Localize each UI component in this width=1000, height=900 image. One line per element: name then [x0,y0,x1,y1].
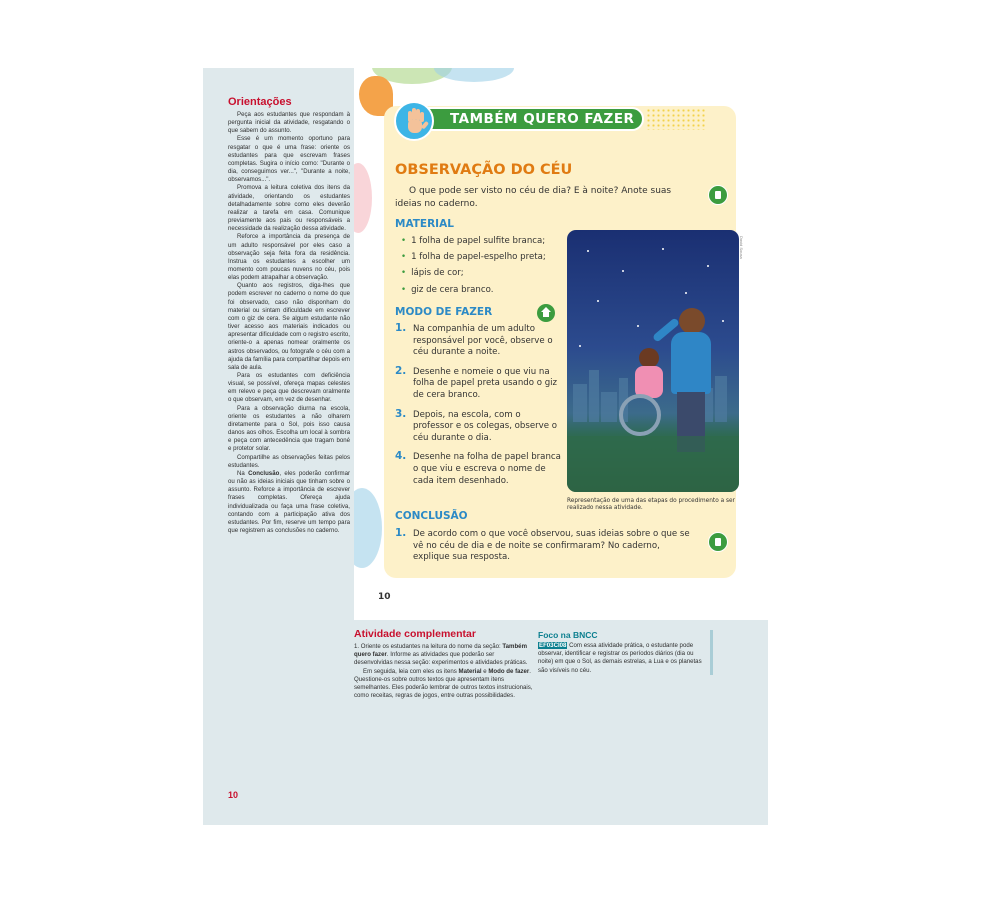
star [587,250,589,252]
atividade-text [354,643,534,700]
step-text: De acordo com o que você observou, suas ideias sobre o que se vê no céu de dia e de noite se confirmaram? No caderno, explique sua resposta. [413,529,690,563]
step-number: 3. [395,407,407,420]
step-number: 4. [395,450,407,463]
step-item [395,452,563,487]
material-item: • 1 folha de papel sulfite branca; [401,233,546,249]
orientacoes-title: Orientações [228,96,292,108]
orientacoes-paragraph: Promova a leitura coletiva dos itens da atividade, orientando os estudantes detalhadamente sobre como eles deverão realizar a tarefa em casa. Comunique previamente aos pais ou responsáveis a necessidade da realização dessa atividade. [228,184,350,233]
home-icon [537,304,555,322]
hand-palm [408,120,422,133]
grass [567,436,739,492]
girl-head [639,348,659,368]
material-item: • giz de cera branco. [401,282,546,298]
step-number: 2. [395,364,407,377]
star [637,325,639,327]
decor-dots [646,108,706,130]
orientacoes-paragraph: Peça aos estudantes que respondam à pergunta inicial da atividade, resgatando o que sabem do assunto. [228,111,350,135]
city-building [601,392,617,422]
teacher-page [203,68,768,825]
notebook-icon [708,532,728,552]
atividade-paragraph: 1. Oriente os estudantes na leitura do nome da seção: Também quero fazer. Informe as atividades que poderão ser desenvolvidas nessa seção: experimentos e atividades práticas. [354,643,528,667]
material-item: • lápis de cor; [401,265,546,281]
hand-icon [394,101,434,141]
section-banner [406,107,644,131]
step-text: Desenhe e nomeie o que viu na folha de papel preta usando o giz de cera branco. [413,366,558,400]
step-number: 1. [395,322,407,334]
star [662,248,664,250]
orientacoes-column [228,96,350,535]
material-item: • 1 folha de papel-espelho preta; [401,249,546,265]
decor-blob [354,488,382,568]
step-number: 1. [395,527,407,539]
notebook-icon [708,185,728,205]
foco-bncc-title: Foco na BNCC [538,630,598,640]
material-list [401,233,546,298]
section-banner-text: TAMBÉM QUERO FAZER [450,111,635,127]
orientacoes-paragraph: Para a observação diurna na escola, oriente os estudantes a não olharem diretamente para o Sol, pois isso causa danos aos olhos. Escolha um local à sombra e peça com antecedência que tragam boné e protetor solar. [228,404,350,453]
foco-bncc-text: EF03CI08 Com essa atividade prática, o estudante pode observar, identificar e registrar os períodos diários (dia ou noite) em que o Sol, as demais estrelas, a Lua e os planetas são visíveis no céu. [538,642,702,674]
decor-blob [434,68,514,82]
hand-finger [421,121,429,129]
orientacoes-paragraph: Compartilhe as observações feitas pelos estudantes. [228,453,350,469]
star [685,292,687,294]
material-heading: MATERIAL [395,218,454,230]
city-building [715,376,727,422]
star [597,300,599,302]
conclusao-heading: CONCLUSÃO [395,510,468,522]
orientacoes-paragraph: Reforce a importância da presença de um adulto responsável por eles caso a observação seja feita fora da residência. Instrua os estudantes a escolher um momento com poucas nuvens no céu, pois elas podem atrapalhar a observação. [228,233,350,282]
city-building [589,370,599,422]
man-head [679,308,705,334]
page-number: 10 [228,790,239,800]
illustration-caption: Representação de uma das etapas do procedimento a ser realizado nessa atividade. [567,498,735,512]
decor-blob [354,163,372,233]
student-page-number: 10 [378,592,391,602]
step-item [395,364,563,402]
step-text: Na companhia de um adulto responsável por você, observe o céu durante a noite. [413,324,553,358]
steps-list [395,324,563,495]
modo-de-fazer-heading: MODO DE FAZER [395,306,493,318]
wheelchair-wheel [619,394,661,436]
night-sky-illustration [567,230,739,492]
step-item [395,324,563,359]
star [722,320,724,322]
step-item [395,407,563,445]
step-text: Desenhe na folha de papel branca o que viu e escreva o nome de cada item desenhado. [413,452,561,486]
step-text: Depois, na escola, com o professor e os colegas, observe o céu durante o dia. [413,409,558,443]
star [622,270,624,272]
conclusao-item [395,529,695,564]
atividade-title: Atividade complementar [354,628,476,640]
illustration-credit: David Sousa [739,236,744,259]
man-shirt [671,332,711,394]
star [707,265,709,267]
foco-bncc-box [538,630,713,675]
activity-intro: O que pode ser visto no céu de dia? E à noite? Anote suas ideias no caderno. [395,186,672,209]
bncc-code: EF03CI08 [539,642,567,649]
star [579,345,581,347]
atividade-paragraph: Em seguida, leia com eles os itens Material e Modo de fazer. Questione-os sobre outros textos que apresentam itens semelhantes. Eles poderão lembrar de outros textos instrucionais, como receitas, regras de jogos, entre outras possibilidades. [354,667,533,700]
student-page [354,68,768,620]
orientacoes-paragraph: Esse é um momento oportuno para resgatar o que é uma frase: oriente os estudantes para que escrevam frases completas. Sugira o início como: "Durante o dia, conseguimos ver...", "Durante a noite, observamos...". [228,135,350,184]
orientacoes-paragraph: Para os estudantes com deficiência visual, se possível, ofereça mapas celestes em relevo e peça que descrevam oralmente o que observam, em vez de desenhar. [228,372,350,404]
city-building [573,384,587,422]
activity-title: OBSERVAÇÃO DO CÉU [395,162,573,178]
orientacoes-paragraph: Quanto aos registros, diga-lhes que podem escrever no caderno o nome do que foi observado, caso não disponham do material ou sintam dificuldade em escrever com o giz de cera. Se algum estudante não tiver acesso aos materiais indicados ou apresentar dificuldade com o registro escrito, oriente-o a apenas nomear oralmente os astros observados, ou fotografe o céu com a ajuda da família para compartilhar depois em sala de aula. [228,282,350,371]
orientacoes-paragraph: Na Conclusão, eles poderão confirmar ou não as ideias iniciais que tinham sobre o assunto. Reforce a importância de escrever frases completas. Ofereça ajuda individualizada ou faça uma frase coletiva, contando com a participação ativa dos estudantes. Por fim, reserve um tempo para que registrem as conclusões no caderno. [228,469,351,534]
